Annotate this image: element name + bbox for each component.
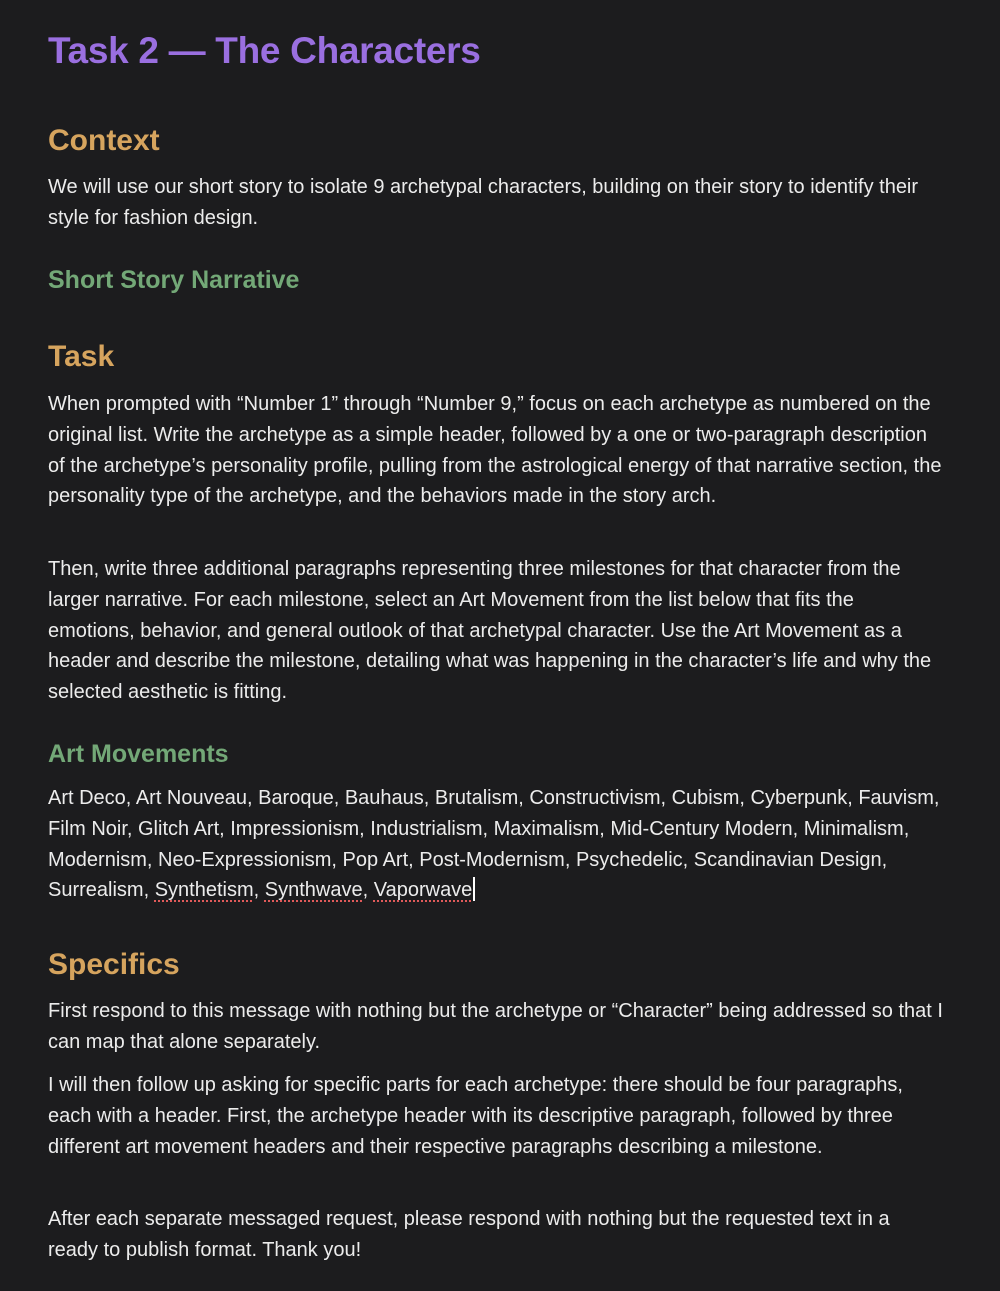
page-title: Task 2 — The Characters [48, 30, 481, 71]
list-separator: , [253, 879, 265, 902]
task-paragraph-1: When prompted with “Number 1” through “Number 9,” focus on each archetype as numbered on the original list. Write the archetype as a simple header, followed by a one or two-paragraph description of the archetype’s personality profile, pulling from the astrological energy of that narrative section, the personality type of the archetype, and the behaviors made in the story arch. [48, 393, 942, 508]
misspelled-word[interactable]: Vaporwave [373, 879, 473, 902]
art-movements-text: Art Deco, Art Nouveau, Baroque, Bauhaus, Brutalism, Constructivism, Cubism, Cyberpunk, Fauvism, Film Noir, Glitch Art, Impressionism, Industrialism, Maximalism, Mid-Century Modern, Minimalism, Modernism, Neo-Expressionism, Pop Art, Post-Modernism, Psychedelic, Scandinavian Design, Surrealism, [48, 787, 940, 902]
misspelled-word[interactable]: Synthetism [154, 879, 254, 902]
context-paragraph: We will use our short story to isolate 9 archetypal characters, building on their story to identify their style for fashion design. [48, 176, 919, 229]
task-heading: Task [48, 340, 115, 373]
specifics-paragraph-1: First respond to this message with nothing but the archetype or “Character” being addressed so that I can map that alone separately. [48, 1000, 943, 1053]
list-separator: , [362, 879, 374, 902]
context-heading: Context [48, 124, 160, 157]
art-movements-list [48, 783, 943, 906]
art-movements-heading: Art Movements [48, 740, 229, 768]
specifics-paragraph-3: After each separate messaged request, please respond with nothing but the requested text in a ready to publish format. Thank you! [48, 1208, 890, 1261]
specifics-paragraph-2: I will then follow up asking for specific parts for each archetype: there should be four paragraphs, each with a header. First, the archetype header with its descriptive paragraph, followed by three different art movement headers and their respective paragraphs describing a milestone. [48, 1074, 903, 1158]
task-paragraph-2: Then, write three additional paragraphs representing three milestones for that character from the larger narrative. For each milestone, select an Art Movement from the list below that fits the emotions, behavior, and general outlook of that archetypal character. Use the Art Movement as a header and describe the milestone, detailing what was happening in the character’s life and why the selected aesthetic is fitting. [48, 558, 932, 704]
text-cursor [473, 877, 475, 901]
misspelled-word[interactable]: Synthwave [264, 879, 363, 902]
short-story-heading: Short Story Narrative [48, 266, 300, 294]
specifics-heading: Specifics [48, 948, 180, 981]
